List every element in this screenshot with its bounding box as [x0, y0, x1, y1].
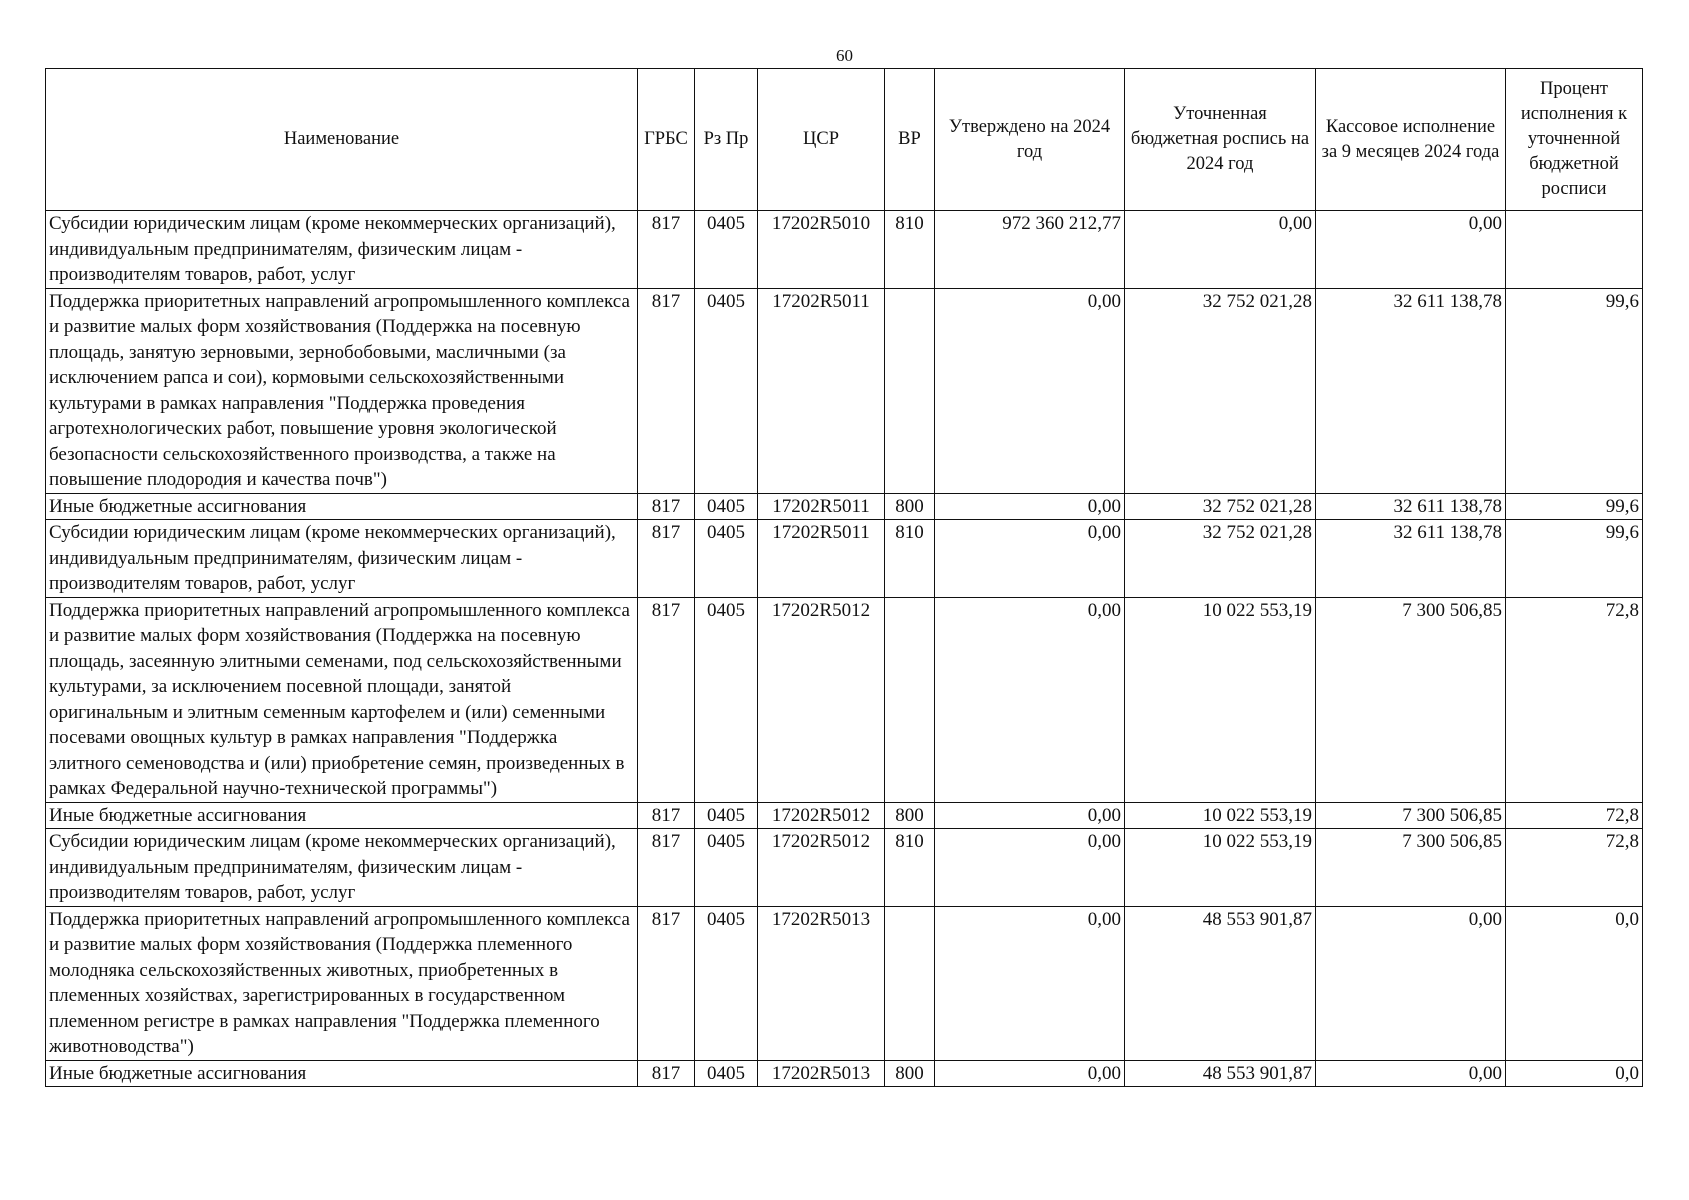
row-approved: 0,00: [935, 1060, 1125, 1087]
table-row: [46, 211, 1643, 289]
row-vr: 800: [885, 1060, 935, 1087]
row-percent: 0,0: [1506, 906, 1643, 1060]
row-refined: 48 553 901,87: [1125, 1060, 1316, 1087]
row-name: Субсидии юридическим лицам (кроме некоммерческих организаций), индивидуальным предпринимателям, физическим лицам - производителям товаров, работ, услуг: [46, 829, 638, 907]
row-refined: 10 022 553,19: [1125, 597, 1316, 802]
row-vr: 810: [885, 520, 935, 598]
row-grbs: 817: [638, 520, 695, 598]
row-name: Иные бюджетные ассигнования: [46, 1060, 638, 1087]
table-row: [46, 906, 1643, 1060]
table-row: [46, 829, 1643, 907]
table-row: [46, 597, 1643, 802]
table-row: [46, 288, 1643, 493]
row-cash: 0,00: [1316, 906, 1506, 1060]
row-grbs: 817: [638, 802, 695, 829]
row-cash: 0,00: [1316, 1060, 1506, 1087]
row-name: Поддержка приоритетных направлений агропромышленного комплекса и развитие малых форм хозяйствования (Поддержка на посевную площадь, занятую зерновыми, зернобобовыми, масличными (за исключением рапса и сои), кормовыми сельскохозяйственными культурами в рамках направления "Поддержка проведения агротехнологических работ, повышение уровня экологической безопасности сельскохозяйственного производства, а также на повышение плодородия и качества почв"): [46, 288, 638, 493]
row-percent: 99,6: [1506, 520, 1643, 598]
row-cash: 32 611 138,78: [1316, 493, 1506, 520]
row-csr: 17202R5010: [758, 211, 885, 289]
row-name: Поддержка приоритетных направлений агропромышленного комплекса и развитие малых форм хозяйствования (Поддержка на посевную площадь, засеянную элитными семенами, под сельскохозяйственными культурами, за исключением посевной площади, занятой оригинальным и элитным семенным картофелем и (или) семенными посевами овощных культур в рамках направления "Поддержка элитного семеноводства и (или) приобретение семян, произведенных в рамках Федеральной научно-технической программы"): [46, 597, 638, 802]
header-approved: Утверждено на 2024 год: [935, 69, 1125, 211]
row-vr: 800: [885, 493, 935, 520]
row-approved: 0,00: [935, 288, 1125, 493]
row-csr: 17202R5013: [758, 906, 885, 1060]
row-rzpr: 0405: [695, 597, 758, 802]
row-approved: 0,00: [935, 520, 1125, 598]
row-vr: 800: [885, 802, 935, 829]
row-grbs: 817: [638, 906, 695, 1060]
row-csr: 17202R5013: [758, 1060, 885, 1087]
header-percent: Процент исполнения к уточненной бюджетной росписи: [1506, 69, 1643, 211]
header-csr: ЦСР: [758, 69, 885, 211]
row-approved: 0,00: [935, 829, 1125, 907]
row-csr: 17202R5012: [758, 829, 885, 907]
row-csr: 17202R5012: [758, 802, 885, 829]
budget-execution-table: [45, 68, 1643, 1087]
row-percent: 0,0: [1506, 1060, 1643, 1087]
row-vr: 810: [885, 211, 935, 289]
row-name: Иные бюджетные ассигнования: [46, 493, 638, 520]
row-cash: 7 300 506,85: [1316, 597, 1506, 802]
row-rzpr: 0405: [695, 520, 758, 598]
row-grbs: 817: [638, 829, 695, 907]
row-rzpr: 0405: [695, 493, 758, 520]
row-name: Субсидии юридическим лицам (кроме некоммерческих организаций), индивидуальным предпринимателям, физическим лицам - производителям товаров, работ, услуг: [46, 520, 638, 598]
header-vr: ВР: [885, 69, 935, 211]
header-name: Наименование: [46, 69, 638, 211]
row-rzpr: 0405: [695, 1060, 758, 1087]
row-refined: 48 553 901,87: [1125, 906, 1316, 1060]
row-csr: 17202R5011: [758, 288, 885, 493]
row-csr: 17202R5012: [758, 597, 885, 802]
row-approved: 0,00: [935, 802, 1125, 829]
row-refined: 32 752 021,28: [1125, 493, 1316, 520]
row-name: Иные бюджетные ассигнования: [46, 802, 638, 829]
row-refined: 10 022 553,19: [1125, 802, 1316, 829]
row-cash: 7 300 506,85: [1316, 829, 1506, 907]
row-percent: 99,6: [1506, 288, 1643, 493]
row-grbs: 817: [638, 493, 695, 520]
row-csr: 17202R5011: [758, 493, 885, 520]
table-row: [46, 493, 1643, 520]
row-grbs: 817: [638, 597, 695, 802]
header-grbs: ГРБС: [638, 69, 695, 211]
row-csr: 17202R5011: [758, 520, 885, 598]
row-rzpr: 0405: [695, 211, 758, 289]
row-rzpr: 0405: [695, 288, 758, 493]
row-grbs: 817: [638, 1060, 695, 1087]
table-row: [46, 802, 1643, 829]
row-percent: 72,8: [1506, 829, 1643, 907]
row-cash: 0,00: [1316, 211, 1506, 289]
row-percent: [1506, 211, 1643, 289]
row-approved: 0,00: [935, 493, 1125, 520]
row-vr: [885, 288, 935, 493]
row-cash: 7 300 506,85: [1316, 802, 1506, 829]
page-number: 60: [836, 46, 853, 65]
header-cash: Кассовое исполнение за 9 месяцев 2024 года: [1316, 69, 1506, 211]
row-percent: 99,6: [1506, 493, 1643, 520]
table-row: [46, 1060, 1643, 1087]
row-approved: 0,00: [935, 906, 1125, 1060]
row-cash: 32 611 138,78: [1316, 288, 1506, 493]
row-refined: 0,00: [1125, 211, 1316, 289]
row-percent: 72,8: [1506, 802, 1643, 829]
row-vr: [885, 906, 935, 1060]
row-percent: 72,8: [1506, 597, 1643, 802]
row-refined: 32 752 021,28: [1125, 288, 1316, 493]
row-approved: 0,00: [935, 597, 1125, 802]
row-vr: 810: [885, 829, 935, 907]
row-name: Поддержка приоритетных направлений агропромышленного комплекса и развитие малых форм хозяйствования (Поддержка племенного молодняка сельскохозяйственных животных, приобретенных в племенных хозяйствах, зарегистрированных в государственном племенном регистре в рамках направления "Поддержка племенного животноводства"): [46, 906, 638, 1060]
table-row: [46, 520, 1643, 598]
row-rzpr: 0405: [695, 829, 758, 907]
row-approved: 972 360 212,77: [935, 211, 1125, 289]
row-cash: 32 611 138,78: [1316, 520, 1506, 598]
row-grbs: 817: [638, 288, 695, 493]
row-rzpr: 0405: [695, 802, 758, 829]
row-refined: 32 752 021,28: [1125, 520, 1316, 598]
row-grbs: 817: [638, 211, 695, 289]
row-vr: [885, 597, 935, 802]
table-header-row: [46, 69, 1643, 211]
table-body: [46, 211, 1643, 1087]
row-refined: 10 022 553,19: [1125, 829, 1316, 907]
header-refined: Уточненная бюджетная роспись на 2024 год: [1125, 69, 1316, 211]
row-name: Субсидии юридическим лицам (кроме некоммерческих организаций), индивидуальным предпринимателям, физическим лицам - производителям товаров, работ, услуг: [46, 211, 638, 289]
row-rzpr: 0405: [695, 906, 758, 1060]
header-rzpr: Рз Пр: [695, 69, 758, 211]
